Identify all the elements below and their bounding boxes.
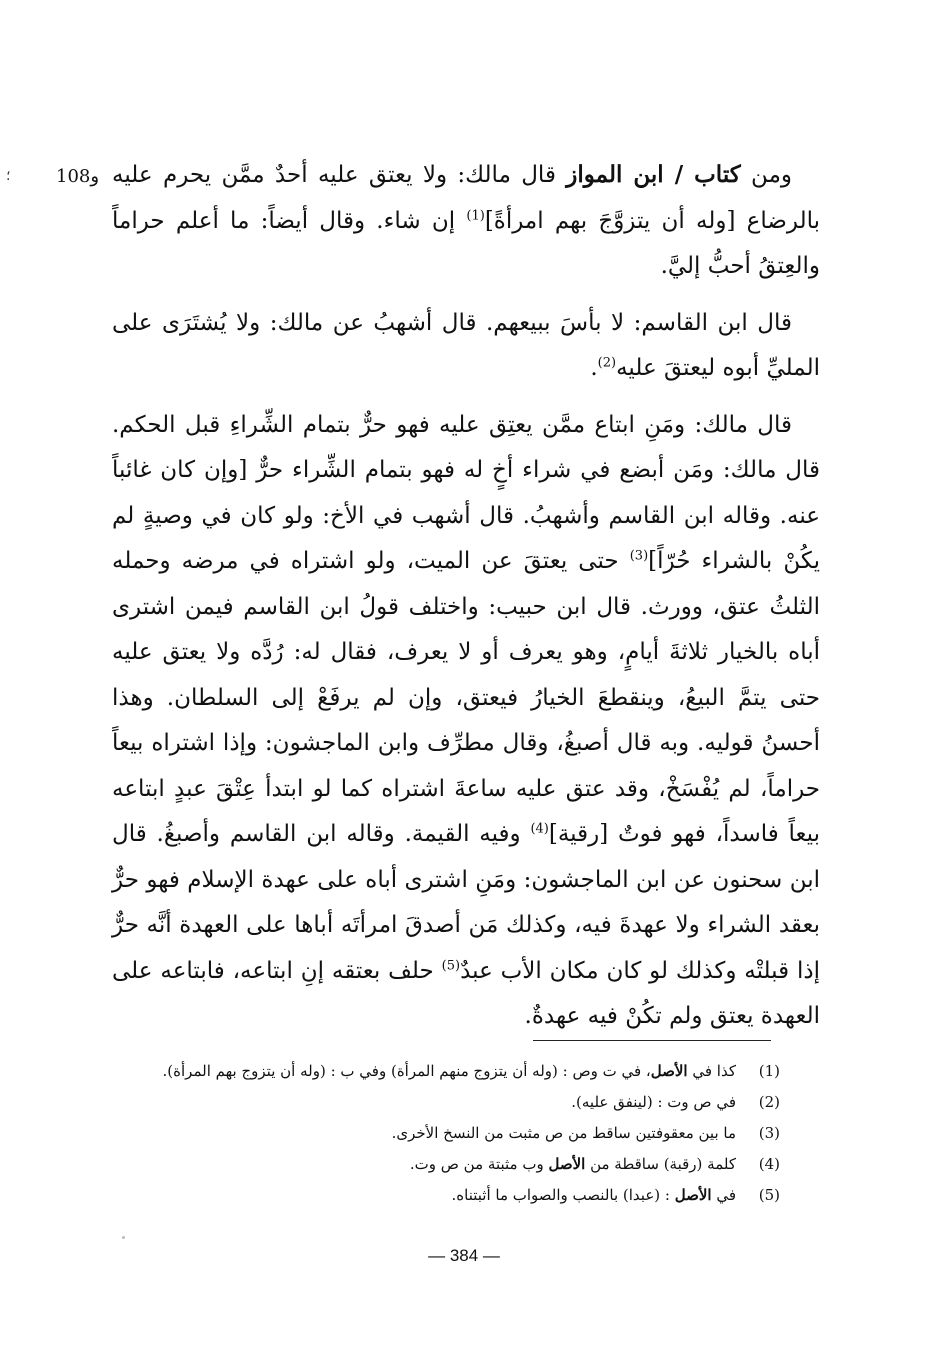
footnote-number: (1) (758, 1062, 780, 1080)
manuscript-folio-reference: و108 (56, 166, 100, 187)
text-run: مطرِّف وابن الماجشون: وإذا اشتراه بيعاً حراماً، لم يُفْسَخْ، وقد عتق عليه ساعةَ (112, 730, 820, 802)
text-run: قال مالك: ومَنِ ابتاع ممَّن يعتِق عليه فهو حرٌّ بتمام الشِّراءِ قبل الحكم. قال (112, 411, 821, 483)
text-run: أحبُّ إليَّ. (660, 253, 751, 279)
footnote-marker: (1) (466, 207, 485, 223)
footnote-text (112, 1149, 736, 1180)
text-run: في ص وت : (لينفق عليه). (571, 1093, 736, 1111)
text-run: أباها على العهدة أنَّه حرٌّ إذا قبلتْه وكذلك لو كان مكان الأب عبدٌ (112, 912, 820, 984)
footnote-separator (533, 1040, 771, 1041)
paragraph-text (112, 301, 820, 392)
text-run: كذا في (687, 1062, 736, 1080)
text-run: ما بين معقوفتين ساقط من ص مثبت من النسخ الأخرى. (391, 1124, 736, 1142)
text-run: في (711, 1186, 736, 1204)
text-run: حُرّاً] (648, 548, 691, 574)
text-run: ابن القاسم وأشهبُ. قال أشهب في الأخ: ولو كان في وصيةٍ لم يكُنْ بالشراء (112, 502, 820, 574)
text-run: . (590, 355, 598, 381)
text-run: ومن (740, 162, 792, 188)
text-run: الخيارُ فيعتق، وإن لم يرفَعْ إلى السلطان. وهذا أحسنُ قوليه. وبه قال أصبغُ، وقال (112, 684, 821, 756)
text-run: قال ابن القاسم: لا بأسَ ببيعهم. قال أشهبُ عن مالك: ولا يُشتَرَى على (112, 309, 792, 336)
paragraph-text (112, 152, 820, 290)
scan-speck (122, 1236, 125, 1239)
footnote-item (112, 1087, 780, 1118)
footnote-marker: (2) (597, 355, 617, 371)
text-run: إن شاء. وقال أيضاً: ما أعلم حراماً والعِتقُ (112, 207, 820, 279)
footnote-item (112, 1056, 780, 1087)
footnote-text (112, 1180, 736, 1211)
footnote-marker: (3) (629, 548, 649, 564)
paragraph (112, 301, 820, 392)
main-text-body (112, 152, 820, 1051)
footnote-item (112, 1149, 780, 1180)
text-run: مالك: ومَن أبضع في شراء أخٍ له فهو بتمام الشِّراء حرٌّ [وإن كان غائباً عنه. وقاله (112, 457, 820, 529)
footnote-marker: (4) (530, 821, 549, 837)
footnote-item (112, 1180, 780, 1211)
text-run: حلف بعتقه (331, 957, 442, 984)
footnote-number: (3) (758, 1124, 780, 1142)
text-run: وقاله ابن القاسم وأصبغُ. قال ابن سحنون عن ابن الماجشون: ومَنِ اشترى أباه (112, 821, 820, 893)
bold-term: كتاب / ابن المواز (566, 161, 741, 188)
text-run: كلمة (رقبة) ساقطة من (585, 1155, 736, 1173)
text-run: بالرضاع [وله أن يتزوَّجَ بهم امرأةً] (484, 207, 821, 234)
footnote-text (112, 1056, 736, 1087)
footnote-number: (2) (758, 1093, 780, 1111)
text-run: وفيه القيمة. (404, 821, 531, 847)
text-run: وب مثبتة من ص وت. (409, 1155, 549, 1173)
text-run: وهو يعرف أو لا يعرف، فقال له: رُدَّه ولا يعتق عليه حتى يتمَّ البيعُ، وينقطعَ (112, 639, 821, 711)
footnote-number: (4) (758, 1155, 780, 1173)
text-run: قال ابن حبيب: واختلف قولُ ابن القاسم فيمن اشترى أباه بالخيار ثلاثةَ أيامٍ، (112, 593, 821, 665)
text-run: إنِ ابتاعه، فابتاعه على العهدة يعتق ولم تكُنْ فيه عهدةٌ. (112, 957, 820, 1029)
paragraph (112, 152, 820, 290)
bold-term: الأصل (674, 1186, 712, 1204)
footnote-number: (5) (758, 1186, 780, 1204)
bold-term: الأصل (548, 1155, 586, 1173)
text-run: على عهدة الإسلام فهو حرٌّ بعقد الشراء ولا عهدةَ فيه، وكذلك مَن أصدقَ امرأتَه (112, 866, 821, 938)
text-run: : (عبدا) بالنصب والصواب ما أثبتناه. (451, 1186, 675, 1204)
footnotes (112, 1056, 780, 1211)
text-run: المليِّ أبوه ليعتقَ عليه (616, 355, 820, 381)
page-number: — 384 — (428, 1246, 500, 1265)
bold-term: الأصل (650, 1062, 688, 1080)
footnote-text (112, 1118, 736, 1149)
footnote-text (112, 1087, 736, 1118)
paragraph-text (112, 403, 820, 1040)
text-run: ، في ت وص : (وله أن يتزوج منهم المرأة) وفي ب : (وله أن يتزوج بهم المرأة). (162, 1062, 651, 1080)
paragraph (112, 403, 820, 1040)
footnote-marker: (5) (441, 957, 461, 973)
text-run: اشتراه كما لو ابتدأ عِتْقَ عبدٍ ابتاعه بيعاً فاسداً، فهو فوتٌ [رقية] (112, 775, 820, 847)
text-run: قال مالك: ولا يعتق عليه أحدٌ ممَّن يحرم عليه (112, 162, 567, 188)
text-run: حتى يعتقَ عن الميت، ولو اشتراه في مرضه وحمله الثلثُ عتق، وورث. (112, 548, 820, 620)
footnote-item (112, 1118, 780, 1149)
margin-mark: ؛ (6, 168, 11, 184)
